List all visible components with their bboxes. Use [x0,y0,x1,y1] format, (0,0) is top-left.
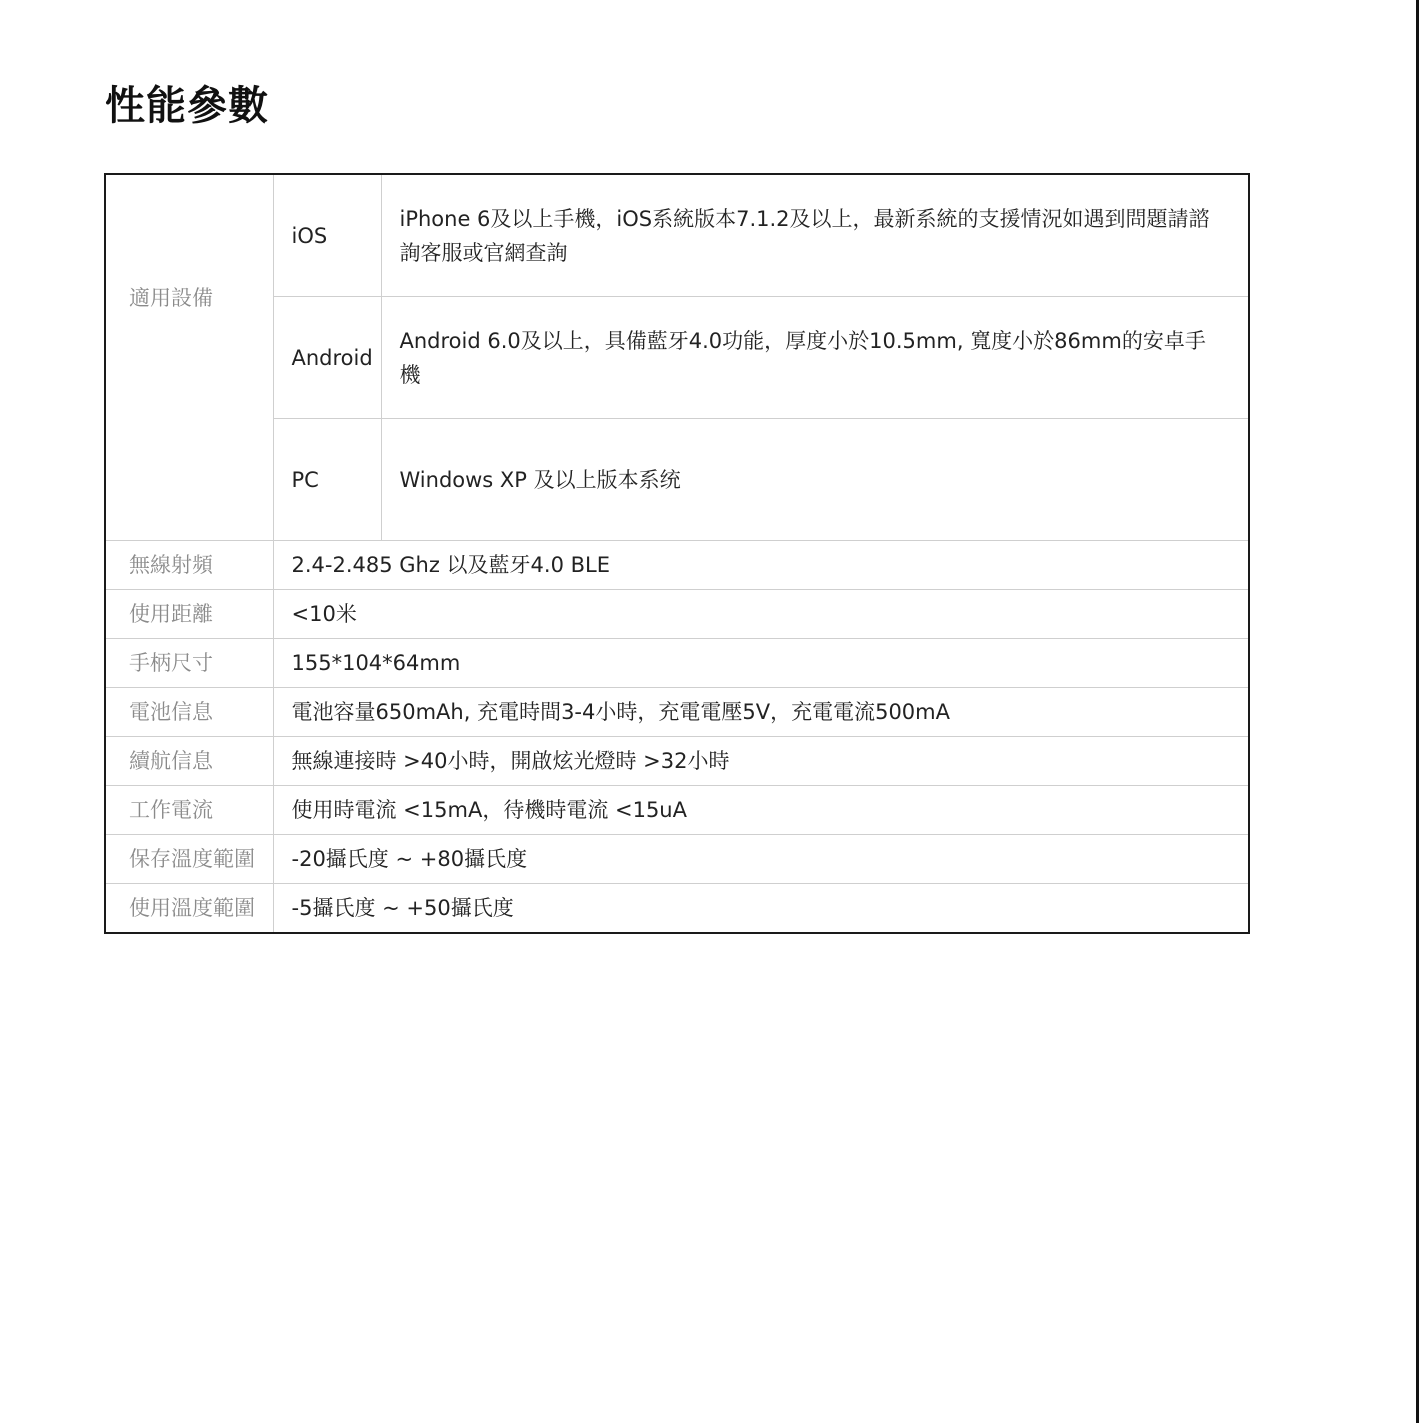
table-row [105,541,1249,590]
table-row [105,419,1249,541]
spec-label-current: 工作電流 [105,786,273,835]
spec-value-battery: 電池容量650mAh, 充電時間3-4小時，充電電壓5V，充電電流500mA [273,688,1249,737]
table-row [105,639,1249,688]
spec-label-endurance: 續航信息 [105,737,273,786]
spec-value-current: 使用時電流 <15mA，待機時電流 <15uA [273,786,1249,835]
spec-value-operating-temp: -5攝氏度 ~ +50攝氏度 [273,884,1249,934]
table-row [105,297,1249,419]
spec-value-radio: 2.4-2.485 Ghz 以及藍牙4.0 BLE [273,541,1249,590]
spec-value-endurance: 無線連接時 >40小時，開啟炫光燈時 >32小時 [273,737,1249,786]
platform-android-label: Android [273,297,381,419]
spec-value-storage-temp: -20攝氏度 ~ +80攝氏度 [273,835,1249,884]
table-row [105,786,1249,835]
page-edge-divider [1416,0,1419,1423]
page-title: 性能參數 [105,83,269,129]
table-row [105,884,1249,934]
platform-android-description: Android 6.0及以上，具備藍牙4.0功能，厚度小於10.5mm, 寬度小於86mm的安卓手機 [381,297,1249,419]
table-row [105,174,1249,297]
devices-label: 適用設備 [105,174,273,541]
table-row [105,835,1249,884]
spec-label-operating-temp: 使用溫度範圍 [105,884,273,934]
table-row [105,737,1249,786]
spec-label-size: 手柄尺寸 [105,639,273,688]
spec-label-battery: 電池信息 [105,688,273,737]
spec-value-size: 155*104*64mm [273,639,1249,688]
spec-label-range: 使用距離 [105,590,273,639]
spec-table [104,173,1250,934]
spec-label-radio: 無線射頻 [105,541,273,590]
platform-ios-label: iOS [273,174,381,297]
table-row [105,688,1249,737]
platform-pc-label: PC [273,419,381,541]
spec-value-range: <10米 [273,590,1249,639]
spec-label-storage-temp: 保存溫度範圍 [105,835,273,884]
platform-pc-description: Windows XP 及以上版本系统 [381,419,1249,541]
platform-ios-description: iPhone 6及以上手機，iOS系統版本7.1.2及以上，最新系統的支援情況如遇到問題請諮詢客服或官網查詢 [381,174,1249,297]
table-row [105,590,1249,639]
